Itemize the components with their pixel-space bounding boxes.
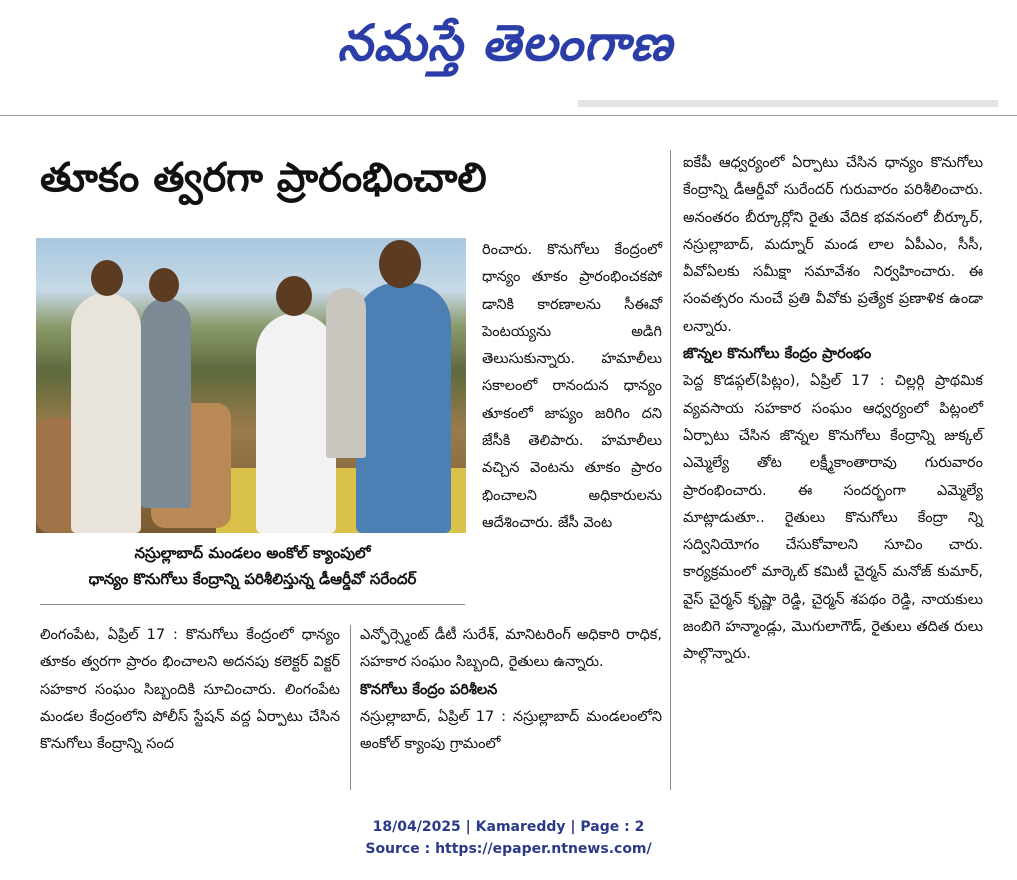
- newspaper-logo: నమస్తే తెలంగాణ: [337, 14, 673, 72]
- caption-line-1: నస్రుల్లాబాద్ మండలం అంకోల్ క్యాంపులో: [134, 544, 371, 562]
- body-text: ఐకేపీ ఆధ్వర్యంలో ఏర్పాటు చేసిన ధాన్యం కొనుగోలు కేంద్రాన్ని డీఆర్డీవో సురేందర్ గురువారం పరిశీలించారు. అనంతరం బీర్కూర్లోని రైతు వేదిక భవనంలో బీర్కూర్, నస్రుల్లాబాద్, మద్నూర్ మండ లాల ఏపీఎం, సీసీ, వీవోఏలకు సమీక్షా సమావేశం నిర్వహించారు. ఈ సంవత్సరం నుంచే ప్రతి వీవోకు ప్రత్యేక ప్రణాళిక ఉండా లన్నారు.: [683, 155, 983, 335]
- body-text: పెద్ద కొడప్గల్(పిట్లం), ఏప్రిల్ 17 : చిల్లర్గి ప్రాథమిక వ్యవసాయ సహకార సంఘం ఆధ్వర్యంలో పిట్లంలో ఏర్పాటు చేసిన జొన్నల కొనుగోలు కేంద్రాన్ని జుక్కల్ ఎమ్మెల్యే తోట లక్ష్మీకాంతారావు గురువారం ప్రారంభించారు. ఈ సందర్భంగా ఎమ్మెల్యే మాట్లాడుతూ.. రైతులు కొనుగోలు కేంద్రా న్ని సద్వినియోగం చేసుకోవాలని సూచిం చారు. కార్యక్రమంలో మార్కెట్ కమిటీ చైర్మన్ మనోజ్ కుమార్, వైస్ చైర్మన్ కృష్ణా రెడ్డి, చైర్మన్ శపథం రెడ్డి, నాయకులు జంబిగె హన్మాండ్లు, మొగులాగౌడ్, రైతులు తదిత రులు పాల్గొన్నారు.: [683, 373, 983, 663]
- body-text: రించారు. కొనుగోలు కేంద్రంలో ధాన్యం తూకం ప్రారంభించకపో డానికి కారణాలను సీఈవో పెంటయ్యను అడిగి తెలుసుకున్నారు. హమాలీలు సకాలంలో రానందున ధాన్యం తూకంలో జాప్యం జరిగిం దని జేసీకి తెలిపారు. హమాలీలు వచ్చిన వెంటను తూకం ప్రారం భించాలని అధికారులను ఆదేశించారు. జేసీ వెంట: [482, 242, 662, 531]
- body-column-left-bottom: [40, 622, 340, 758]
- article-photo: [36, 238, 466, 533]
- column-rule-right: [670, 150, 671, 790]
- body-column-middle-top: [482, 237, 662, 537]
- body-text: నస్రుల్లాబాద్, ఏప్రిల్ 17 : నస్రుల్లాబాద్ మండలంలోని అంకోల్ క్యాంపు గ్రామంలో: [360, 708, 662, 753]
- masthead-grey-rule: [578, 100, 998, 107]
- masthead: [0, 0, 1017, 112]
- caption-line-2: ధాన్యం కొనుగోలు కేంద్రాన్ని పరిశీలిస్తున్న డీఆర్డీవో సరేందర్: [88, 570, 417, 588]
- footer-date-line: 18/04/2025 | Kamareddy | Page : 2: [372, 819, 645, 835]
- article-headline: తూకం త్వరగా ప్రారంభించాలి: [40, 155, 487, 201]
- body-column-middle-bottom: [360, 622, 662, 758]
- body-text: లింగంపేట, ఏప్రిల్ 17 : కొనుగోలు కేంద్రంలో ధాన్యం తూకం త్వరగా ప్రారం భించాలని అదనపు కలెక్టర్ విక్టర్ సహకార సంఘం సిబ్బందికి సూచించారు. లింగంపేట మండల కేంద్రంలోని పోలీస్ స్టేషన్ వద్ద ఏర్పాటు చేసిన కొనుగోలు కేంద్రాన్ని సంద: [40, 627, 340, 753]
- body-text: ఎన్ఫోర్స్మెంట్ డీటీ సురేశ్, మానిటరింగ్ అధికారి రాధిక, సహకార సంఘం సిబ్బంది, రైతులు ఉన్నారు.: [360, 627, 662, 671]
- caption-rule: [40, 604, 465, 605]
- masthead-divider: [0, 115, 1017, 116]
- subheading: కొనగోలు కేంద్రం పరిశీలన: [360, 681, 498, 698]
- page-footer: [0, 816, 1017, 860]
- photo-caption: [40, 540, 465, 592]
- footer-source-line: Source : https://epaper.ntnews.com/: [365, 841, 652, 857]
- column-rule-left-bottom: [350, 625, 351, 790]
- body-column-right: [683, 150, 983, 669]
- subheading: జొన్నల కొనుగోలు కేంద్రం ప్రారంభం: [683, 346, 872, 363]
